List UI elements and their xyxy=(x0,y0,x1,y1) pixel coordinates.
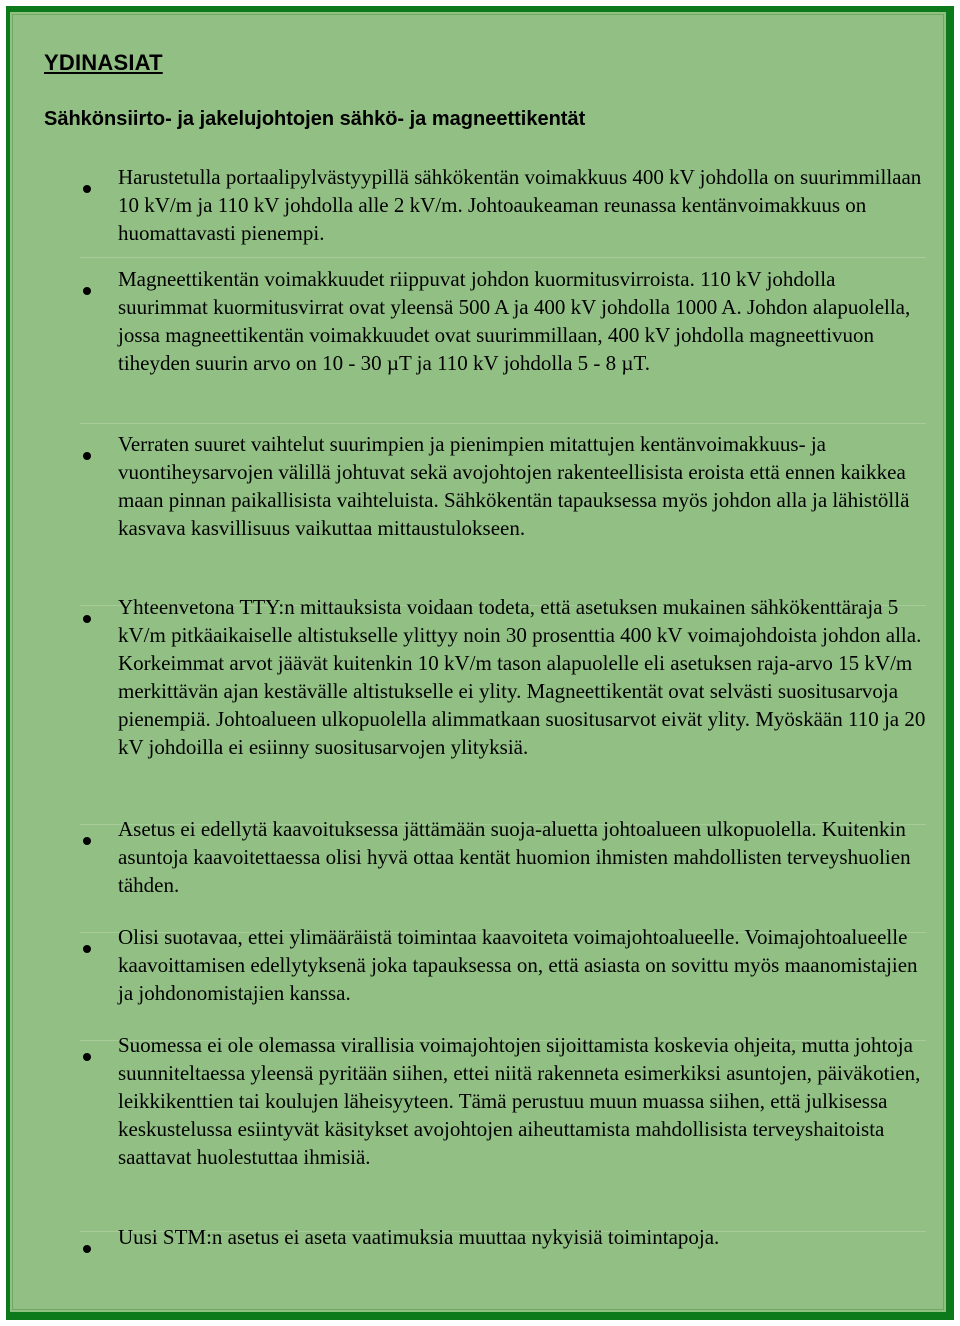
document-title: YDINASIAT xyxy=(44,50,163,75)
list-item-text: Olisi suotavaa, ettei ylimääräistä toimintaa kaavoiteta voimajohtoalueelle. Voimajohtoalueelle kaavoittamisen edellytyksenä joka tapauksessa on, että asiasta on sovittu myös maanomistajien ja johdonomistajien kanssa. xyxy=(118,925,918,1005)
list-item-text: Verraten suuret vaihtelut suurimpien ja pienimpien mitattujen kentänvoimakkuus- ja vuontiheysarvojen välillä johtuvat sekä avojohtojen rakenteellisista eroista että ennen kaikkea maan pinnan paikallisista vaihteluista. Sähkökentän tapauksessa myös johdon alla ja lähistöllä kasvava kasvillisuus vaikuttaa mittaustulokseen. xyxy=(118,432,910,540)
bullet-icon xyxy=(83,945,91,953)
document-subtitle: Sähkönsiirto- ja jakelujohtojen sähkö- ja magneettikentät xyxy=(44,108,586,130)
divider xyxy=(80,257,926,258)
list-item-text: Suomessa ei ole olemassa virallisia voimajohtojen sijoittamista koskevia ohjeita, mutta johtoja suunniteltaessa yleensä pyritään siihen, ettei niitä rakenneta esimerkiksi asuntojen, päiväkotien, leikkikenttien tai koulujen läheisyyteen. Tämä perustuu muun muassa siihen, että julkisessa keskustelussa esiintyvät käsitykset avojohtojen aiheuttamista mahdollisista terveyshaitoista saattavat huolestuttaa ihmisiä. xyxy=(118,1033,921,1169)
bullet-icon xyxy=(83,185,91,193)
list-item-text: Asetus ei edellytä kaavoituksessa jättämään suoja-aluetta johtoalueen ulkopuolella. Kuitenkin asuntoja kaavoitettaessa olisi hyvä ottaa kentät huomion ihmisten mahdollisten terveyshuolien tähden. xyxy=(118,817,911,897)
list-item-text: Harustetulla portaalipylvästyypillä sähkökentän voimakkuus 400 kV johdolla on suurimmillaan 10 kV/m ja 110 kV johdolla alle 2 kV/m. Johtoaukeaman reunassa kentänvoimakkuus on huomattavasti pienempi. xyxy=(118,165,922,245)
list-item-text: Uusi STM:n asetus ei aseta vaatimuksia muuttaa nykyisiä toimintapoja. xyxy=(118,1225,720,1249)
bullet-icon xyxy=(83,1053,91,1061)
bullet-icon xyxy=(83,615,91,623)
bullet-icon xyxy=(83,1245,91,1253)
bullet-icon xyxy=(83,452,91,460)
page-frame xyxy=(6,6,954,1320)
list-item-text: Yhteenvetona TTY:n mittauksista voidaan todeta, että asetuksen mukainen sähkökenttäraja 5 kV/m pitkäaikaiselle altistukselle ylittyy noin 30 prosenttia 400 kV voimajohdoista johdon alla. Korkeimmat arvot jäävät kuitenkin 10 kV/m tason alapuolelle eli asetuksen raja-arvo 15 kV/m merkittävän ajan kestävälle altistukselle ei ylity. Magneettikentät ovat selvästi suositusarvoja pienempiä. Johtoalueen ulkopuolella alimmatkaan suositusarvot eivät ylity. Myöskään 110 ja 20 kV johdoilla ei esiinny suositusarvojen ylityksiä. xyxy=(118,595,926,759)
list-item-text: Magneettikentän voimakkuudet riippuvat johdon kuormitusvirroista. 110 kV johdolla suurimmat kuormitusvirrat ovat yleensä 500 A ja 400 kV johdolla 1000 A. Johdon alapuolella, jossa magneettikentän voimakkuudet ovat suurimmillaan, 400 kV johdolla magneettivuon tiheyden suurin arvo on 10 - 30 µT ja 110 kV johdolla 5 - 8 µT. xyxy=(118,267,911,375)
divider xyxy=(80,423,926,424)
bullet-icon xyxy=(83,837,91,845)
bullet-icon xyxy=(83,287,91,295)
